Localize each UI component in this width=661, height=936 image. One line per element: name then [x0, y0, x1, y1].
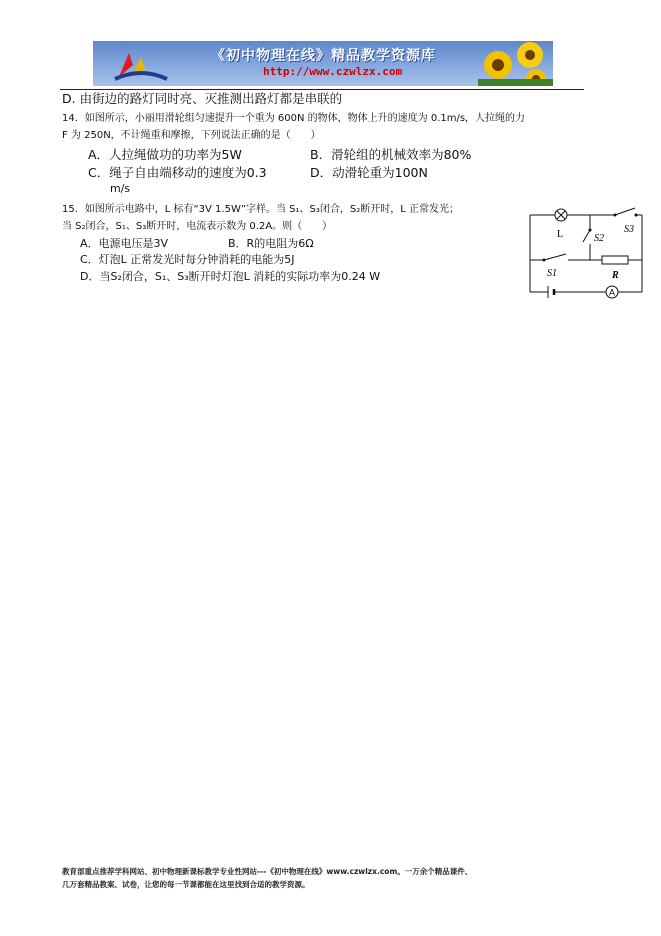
q14-option-b: B．滑轮组的机械效率为80% [310, 147, 472, 162]
site-logo [111, 47, 171, 83]
s3-contact [614, 214, 617, 217]
s1-contact [543, 259, 546, 262]
resistor-label: R [612, 270, 619, 281]
banner-url[interactable]: http://www.czwlzx.com [263, 65, 403, 78]
q14-option-d: D．动滑轮重为100N [310, 165, 428, 180]
banner-title: 《初中物理在线》精品教学资源库 [211, 48, 436, 64]
q15-stem-line2: 当 S₂闭合，S₁、S₃断开时，电流表示数为 0.2A。则（ ） [62, 221, 333, 232]
q15-option-a: A．电源电压是3V [80, 237, 169, 250]
s3-label: S3 [624, 224, 634, 235]
circuit-diagram [520, 200, 650, 300]
footer-line1: 教育部重点推荐学科网站、初中物理新课标教学专业性网站---《初中物理在线》www.czwlzx.com。一万余个精品课件、 [62, 867, 473, 876]
q15-option-d: D．当S₂闭合，S₁、S₃断开时灯泡L 消耗的实际功率为0.24 W [80, 270, 381, 283]
q14-option-c-unit: m/s [110, 182, 131, 195]
lamp-label: L [557, 229, 564, 240]
s2-label: S2 [594, 233, 604, 244]
q15-option-b: B．R的电阻为6Ω [228, 237, 314, 250]
q14-stem-line2: F 为 250N，不计绳重和摩擦，下列说法正确的是（ ） [62, 130, 321, 141]
footer-line2: 几万套精品教案、试卷，让您的每一节课都能在这里找到合适的教学资源。 [62, 880, 310, 889]
q15-option-c: C．灯泡L 正常发光时每分钟消耗的电能为5J [80, 253, 295, 266]
s1-label: S1 [547, 268, 557, 279]
q14-option-a: A．人拉绳做功的功率为5W [88, 147, 242, 162]
s3-contact-end [635, 214, 638, 217]
q13-option-d: D. 由街边的路灯同时亮、灭推测出路灯都是串联的 [62, 91, 343, 106]
lamp-symbol [555, 209, 567, 221]
ammeter-label: A [608, 287, 616, 298]
q14-option-c: C．绳子自由端移动的速度为0.3 [88, 165, 267, 180]
q15-stem-line1: 15．如图所示电路中，L 标有“3V 1.5W”字样。当 S₁、S₃闭合，S₂断开时，L 正常发光； [62, 204, 460, 215]
battery-symbol [548, 286, 554, 298]
sunflower-image [478, 41, 553, 86]
q14-stem-line1: 14．如图所示，小丽用滑轮组匀速提升一个重为 600N 的物体，物体上升的速度为 0.1m/s，人拉绳的力 [62, 113, 526, 124]
s2-contact [589, 229, 592, 232]
header-banner [93, 41, 553, 86]
